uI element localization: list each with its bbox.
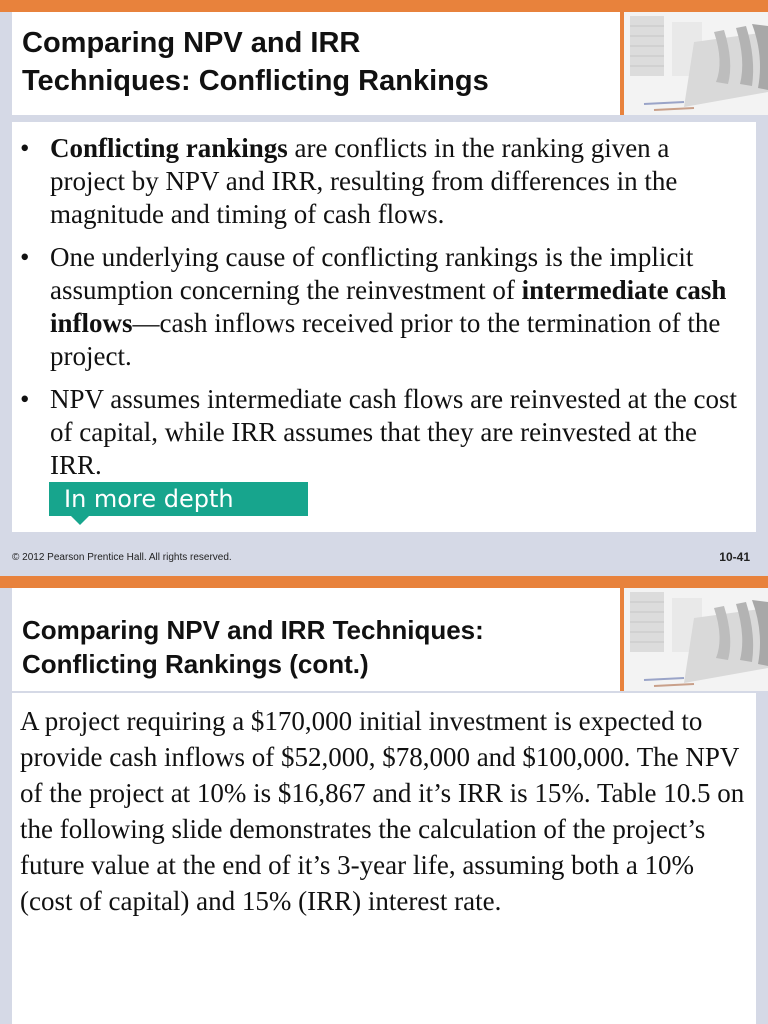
conference-room-image-icon: [624, 12, 768, 115]
bullet-dot-icon: •: [20, 384, 30, 414]
bullet-item: [12, 383, 742, 482]
bullet-text: are conflicts in the ranking given a project by NPV and IRR, resulting from differences in the magnitude and timing of cash flows.: [50, 133, 678, 229]
accent-rule: [0, 576, 768, 588]
bullet-text: —cash inflows received prior to the termination of the project.: [50, 308, 721, 371]
slide-title-line-2: Conflicting Rankings (cont.): [22, 649, 369, 679]
bullet-text: NPV assumes intermediate cash flows are reinvested at the cost of capital, while IRR assumes that they are reinvested at the IRR.: [50, 384, 738, 480]
slide-title: [22, 24, 612, 100]
bullet-text: One underlying cause of conflicting rankings is the implicit assumption concerning the reinvestment of: [50, 242, 694, 305]
conference-room-image: [620, 12, 768, 115]
content-box: [12, 693, 756, 1024]
bullet-dot-icon: •: [20, 242, 30, 272]
bold-term: intermediate cash inflows: [50, 275, 727, 338]
title-box: [12, 588, 620, 691]
slide-title-line-1: Comparing NPV and IRR Techniques:: [22, 615, 484, 645]
body-paragraph: A project requiring a $170,000 initial investment is expected to provide cash inflows of $52,000, $78,000 and $100,000. The NPV of the project at 10% is $16,867 and it’s IRR is 15%. Table 10.5 on the following slide demonstrates the calculation of the project’s future value at the end of it’s 3-year life, assuming both a 10% (cost of capital) and 15% (IRR) interest rate.: [20, 706, 745, 916]
bullet-list: [12, 132, 742, 492]
slide-title-line-1: Comparing NPV and IRR: [22, 27, 361, 59]
conference-room-image: [620, 588, 768, 691]
accent-rule: [0, 0, 768, 12]
title-box: [12, 12, 620, 115]
bullet-dot-icon: •: [20, 133, 30, 163]
content-box: [12, 122, 756, 532]
slide-cont: [0, 576, 768, 1024]
bullet-item: [12, 241, 742, 373]
slide-title-line-2: Techniques: Conflicting Rankings: [22, 65, 489, 97]
page-number: 10-41: [719, 550, 750, 564]
slide-title: [22, 613, 612, 681]
conference-room-image-icon: [624, 588, 768, 691]
bold-term: Conflicting rankings: [50, 133, 288, 163]
in-more-depth-button[interactable]: In more depth: [49, 482, 308, 516]
bullet-item: [12, 132, 742, 231]
copyright-footer: © 2012 Pearson Prentice Hall. All rights reserved.: [12, 552, 232, 563]
